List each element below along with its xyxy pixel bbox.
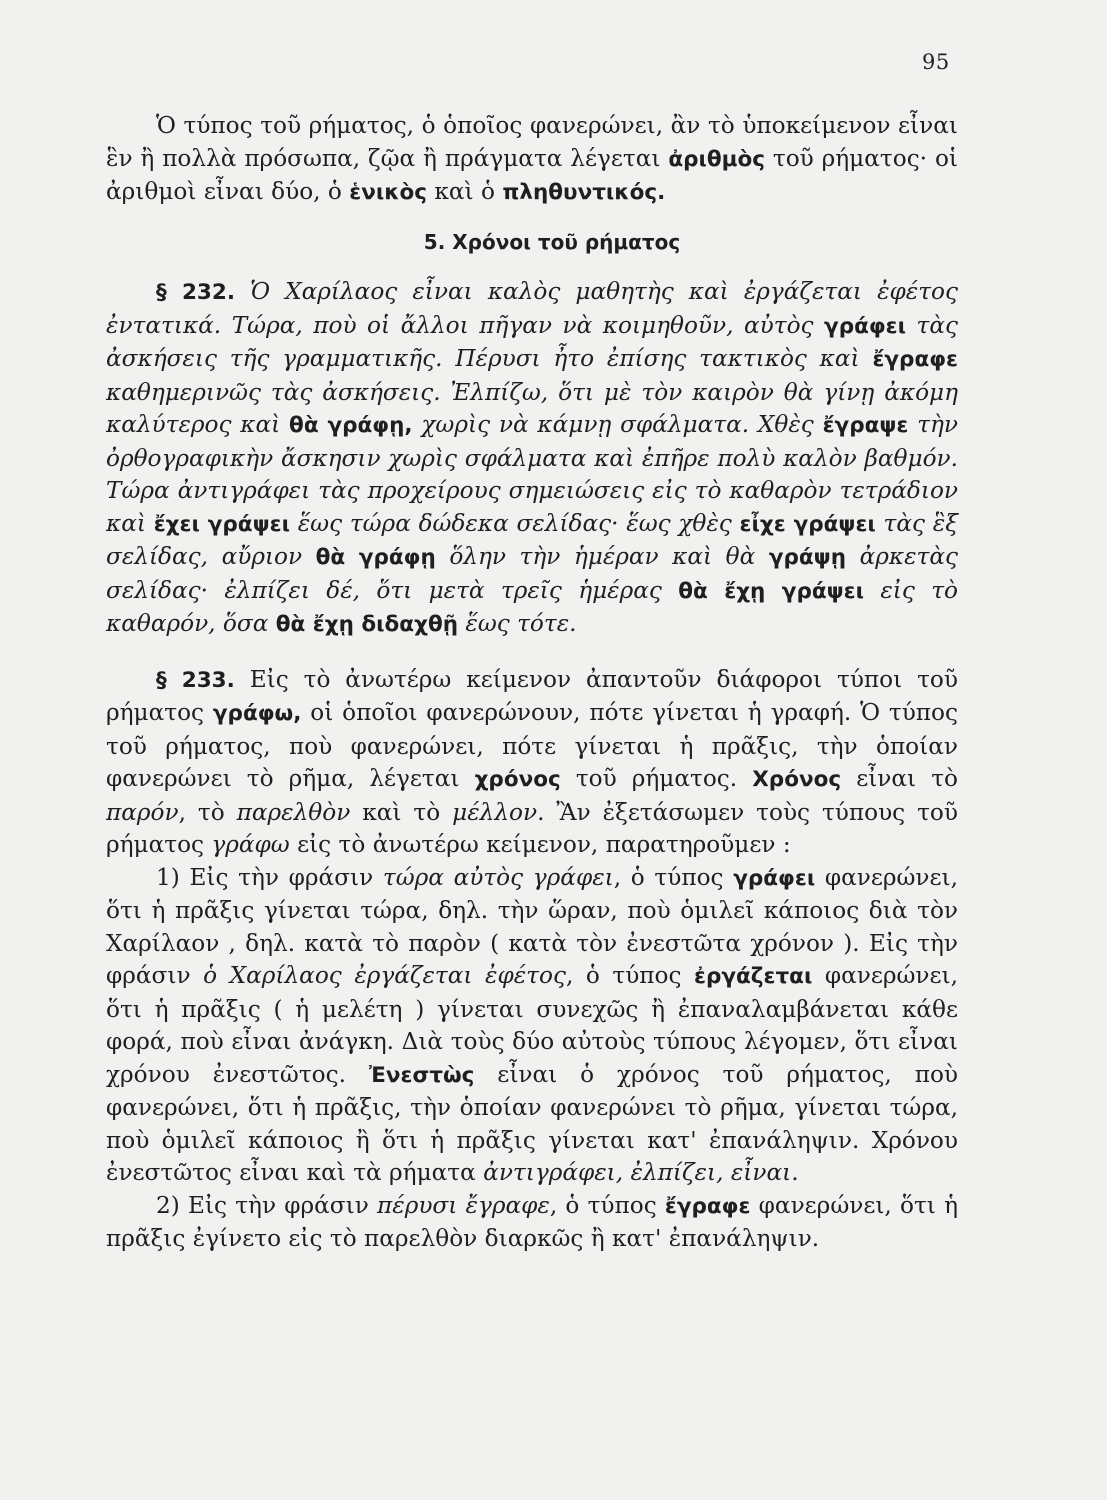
section-233: § 233. Εἰς τὸ ἀνωτέρω κείμενον ἀπαντοῦν διάφοροι τύποι τοῦ ρήματος γράφω, οἱ ὁποῖοι φανερώνουν, πότε γίνεται ἡ γραφή. Ὁ τύπος τοῦ ρήματος, ποὺ φανερώνει, πότε γίνεται ἡ πρᾶξις, τὴν ὁποίαν φανερώνει τὸ ρῆμα, λέγεται χρόνος τοῦ ρήματος. Χρόνος εἶναι τὸ παρόν, τὸ παρελθὸν καὶ τὸ μέλλον. Ἂν ἐξετάσωμεν τοὺς τύπους τοῦ ρήματος γράφω εἰς τὸ ἀνωτέρω κείμενον, παρατηροῦμεν : [106,665,958,858]
page-body [106,110,958,1256]
section-number: § 233. [156,667,235,693]
paragraph-number-definition: Ὁ τύπος τοῦ ρήματος, ὁ ὁποῖος φανερώνει, ἂν τὸ ὑποκείμενον εἶναι ἓν ἢ πολλὰ πρόσωπα, ζῷα ἢ πράγματα λέγεται ἀριθμὸς τοῦ ρήματος· οἱ ἀριθμοὶ εἶναι δύο, ὁ ἑνικὸς καὶ ὁ πληθυντικός. [106,112,958,205]
section-number: § 232. [156,280,235,305]
page-number: 95 [922,50,950,74]
section-232: § 232. Ὁ Χαρίλαος εἶναι καλὸς μαθητὴς καὶ ἐργάζεται ἐφέτος ἐντατικά. Τώρα, ποὺ οἱ ἄλλοι πῆγαν νὰ κοιμηθοῦν, αὐτὸς γράφει τὰς ἀσκήσεις τῆς γραμματικῆς. Πέρυσι ἦτο ἐπίσης τακτικὸς καὶ ἔγραφε καθημερινῶς τὰς ἀσκήσεις. Ἐλπίζω, ὅτι μὲ τὸν καιρὸν θὰ γίνῃ ἀκόμη καλύτερος καὶ θὰ γράφῃ, χωρὶς νὰ κάμνῃ σφάλματα. Χθὲς ἔγραψε τὴν ὀρθογραφικὴν ἄσκησιν χωρὶς σφάλματα καὶ ἐπῆρε πολὺ καλὸν βαθμόν. Τώρα ἀντιγράφει τὰς προχείρους σημειώσεις εἰς τὸ καθαρὸν τετράδιον καὶ ἔχει γράψει ἕως τώρα δώδεκα σελίδας· ἕως χθὲς εἶχε γράψει τὰς ἓξ σελίδας, αὔριον θὰ γράφῃ ὅλην τὴν ἡμέραν καὶ θὰ γράψῃ ἀρκετὰς σελίδας· ἐλπίζει δέ, ὅτι μετὰ τρεῖς ἡμέρας θὰ ἔχῃ γράψει εἰς τὸ καθαρόν, ὅσα θὰ ἔχῃ διδαχθῇ ἕως τότε. [106,278,959,637]
list-item-1: 1) Εἰς τὴν φράσιν τώρα αὐτὸς γράφει, ὁ τύπος γράφει φανερώνει, ὅτι ἡ πρᾶξις γίνεται τώρα, δηλ. τὴν ὥραν, ποὺ ὁμιλεῖ κάποιος διὰ τὸν Χαρίλαον , δηλ. κατὰ τὸ παρὸν ( κατὰ τὸν ἐνεστῶτα χρόνον ). Εἰς τὴν φράσιν ὁ Χαρίλαος ἐργάζεται ἐφέτος, ὁ τύπος ἐργάζεται φανερώνει, ὅτι ἡ πρᾶξις ( ἡ μελέτη ) γίνεται συνεχῶς ἢ ἐπαναλαμβάνεται κάθε φορά, ποὺ εἶναι ἀνάγκη. Διὰ τοὺς δύο αὐτοὺς τύπους λέγομεν, ὅτι εἶναι χρόνου ἐνεστῶτος. Ἐνεστὼς εἶναι ὁ χρόνος τοῦ ρήματος, ποὺ φανερώνει, ὅτι ἡ πρᾶξις, τὴν ὁποίαν φανερώνει τὸ ρῆμα, γίνεται τώρα, ποὺ ὁμιλεῖ κάποιος ἢ ὅτι ἡ πρᾶξις γίνεται κατ' ἐπανάληψιν. Χρόνου ἐνεστῶτος εἶναι καὶ τὰ ρήματα ἀντιγράφει, ἐλπίζει, εἶναι. [106,863,959,1186]
section-heading: 5. Χρόνοι τοῦ ρήματος [423,229,681,254]
list-item-2: 2) Εἰς τὴν φράσιν πέρυσι ἔγραφε, ὁ τύπος ἔγραφε φανερώνει, ὅτι ἡ πρᾶξις ἐγίνετο εἰς τὸ παρελθὸν διαρκῶς ἢ κατ' ἐπανάληψιν. [106,1191,958,1252]
